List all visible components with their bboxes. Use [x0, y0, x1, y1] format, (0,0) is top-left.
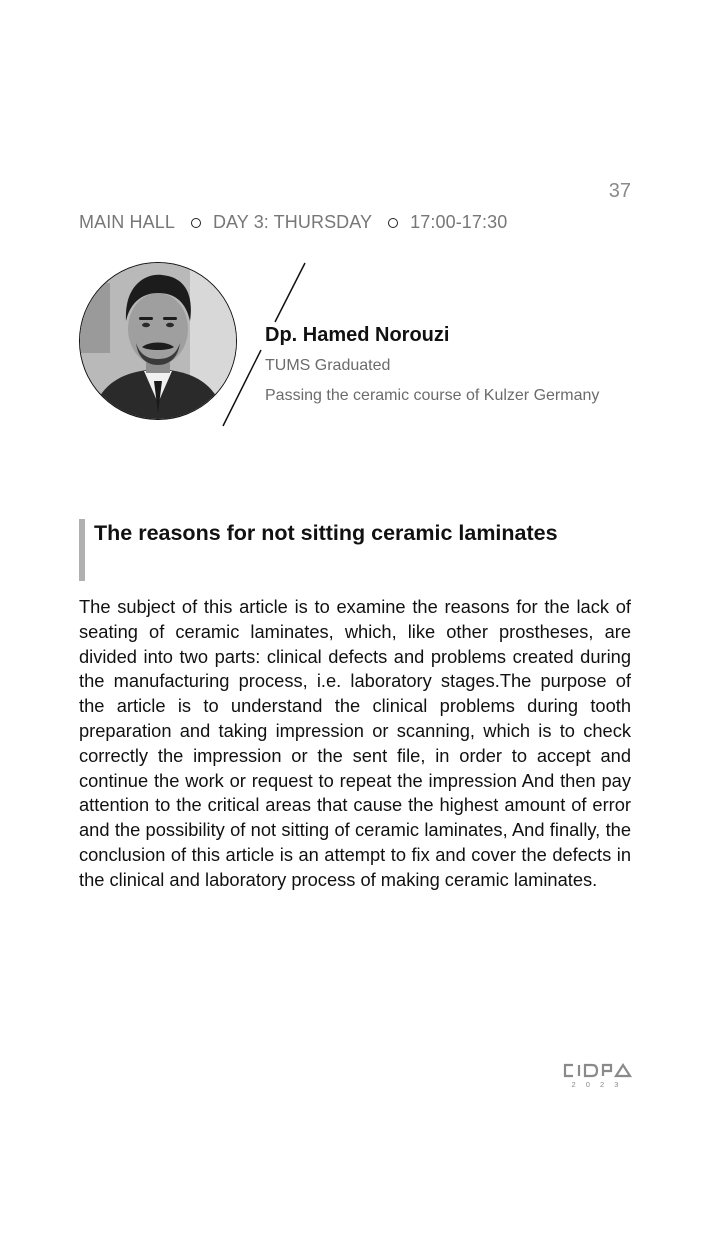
session-time: 17:00-17:30: [410, 212, 508, 232]
logo-year: 2 0 2 3: [571, 1080, 623, 1089]
cidpa-logo: [562, 1062, 632, 1090]
article-abstract: The subject of this article is to examine the reasons for the lack of seating of ceramic laminates, which, like other prostheses, are divided into two parts: clinical defects and problems created during the manufacturing process, i.e. laboratory stages.The purpose of the article is to understand the clinical problems during tooth preparation and taking impression or scanning, which is to check correctly the impression or the sent file, in order to accept and continue the work or request to repeat the impression And then pay attention to the critical areas that cause the highest amount of error and the possibility of not sitting of ceramic laminates, And finally, the conclusion of this article is an attempt to fix and cover the defects in the clinical and laboratory process of making ceramic laminates.: [79, 596, 631, 890]
circle-separator-icon: [191, 218, 201, 228]
speaker-info: [265, 324, 599, 417]
session-info: [79, 212, 507, 233]
session-hall: MAIN HALL: [79, 212, 175, 232]
session-day: DAY 3: THURSDAY: [212, 212, 373, 232]
speaker-name: Dp. Hamed Norouzi: [265, 324, 450, 346]
speaker-portrait-graphic: [80, 263, 236, 419]
speaker-photo: [79, 262, 237, 420]
speaker-credential: Passing the ceramic course of Kulzer Germany: [265, 387, 600, 404]
article-title-block: [79, 519, 637, 581]
article-title: The reasons for not sitting ceramic laminates: [94, 521, 558, 545]
speaker-credential: TUMS Graduated: [265, 357, 391, 374]
page-number: 37: [608, 180, 631, 202]
circle-separator-icon: [388, 218, 398, 228]
